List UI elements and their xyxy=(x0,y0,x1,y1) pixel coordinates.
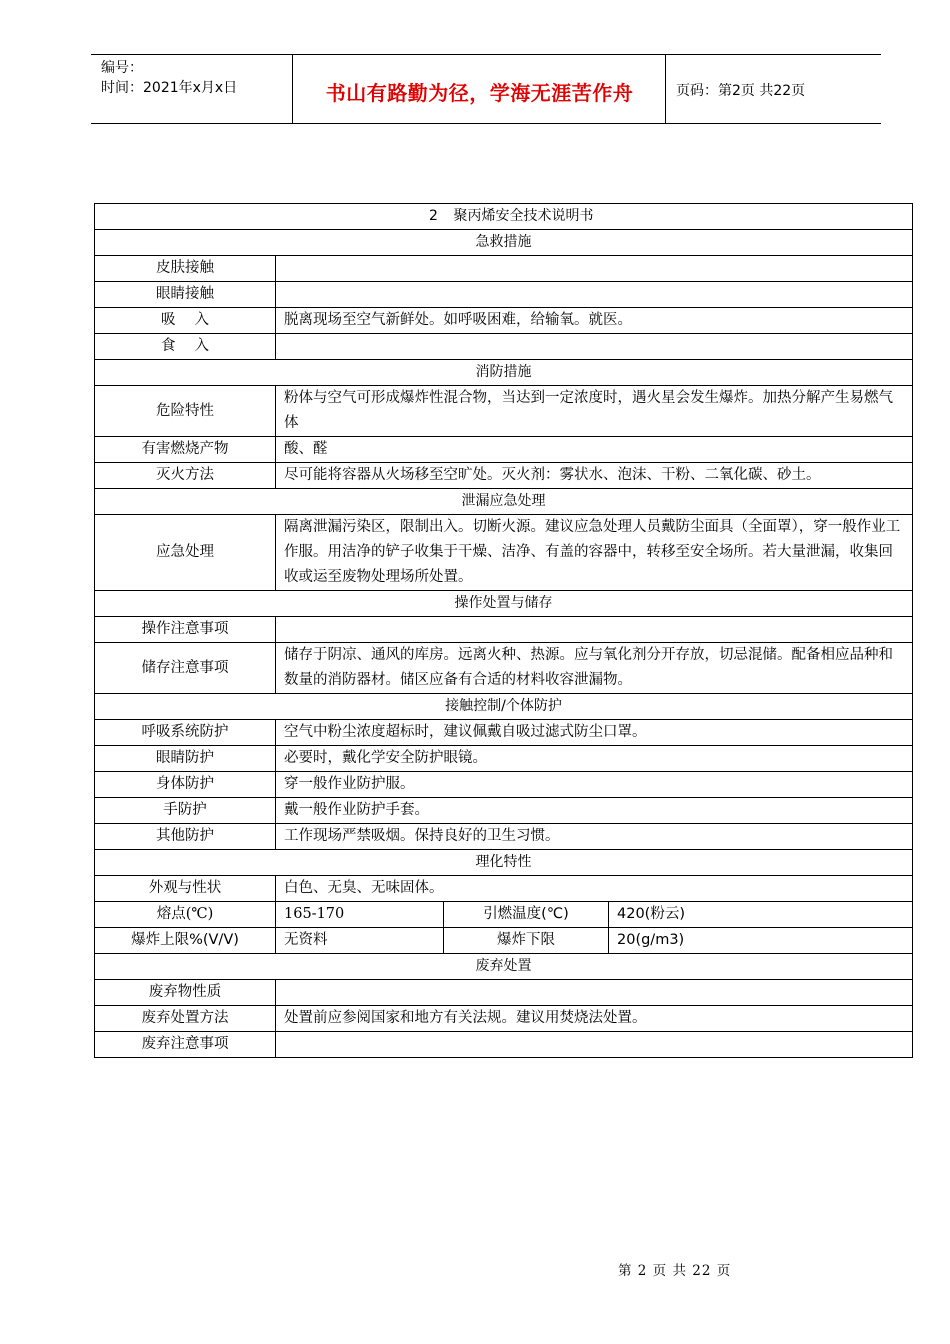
table-row xyxy=(95,928,913,954)
row-value xyxy=(276,334,913,360)
row-label: 危险特性 xyxy=(95,386,276,437)
section-heading: 消防措施 xyxy=(95,360,913,386)
table-row xyxy=(95,798,913,824)
row-label: 身体防护 xyxy=(95,772,276,798)
table-row xyxy=(95,876,913,902)
row-label: 眼睛接触 xyxy=(95,282,276,308)
safety-datasheet-table xyxy=(94,203,913,1058)
row-value: 穿一般作业防护服。 xyxy=(276,772,913,798)
table-row xyxy=(95,1006,913,1032)
row-label: 有害燃烧产物 xyxy=(95,437,276,463)
table-row xyxy=(95,256,913,282)
row-label: 储存注意事项 xyxy=(95,643,276,694)
row-value: 处置前应参阅国家和地方有关法规。建议用焚烧法处置。 xyxy=(276,1006,913,1032)
table-row xyxy=(95,463,913,489)
table-row xyxy=(95,1032,913,1058)
section-heading: 废弃处置 xyxy=(95,954,913,980)
row-label: 灭火方法 xyxy=(95,463,276,489)
table-row xyxy=(95,772,913,798)
row-value xyxy=(276,980,913,1006)
row-label: 废弃注意事项 xyxy=(95,1032,276,1058)
row-value: 戴一般作业防护手套。 xyxy=(276,798,913,824)
table-row xyxy=(95,902,913,928)
row-value: 白色、无臭、无味固体。 xyxy=(276,876,913,902)
row-value xyxy=(276,282,913,308)
table-row xyxy=(95,720,913,746)
table-row xyxy=(95,334,913,360)
row-label: 应急处理 xyxy=(95,515,276,591)
row-value: 粉体与空气可形成爆炸性混合物，当达到一定浓度时，遇火星会发生爆炸。加热分解产生易燃气体 xyxy=(276,386,913,437)
table-row xyxy=(95,980,913,1006)
header-meta xyxy=(101,58,237,98)
title-row xyxy=(95,204,913,230)
row-label: 操作注意事项 xyxy=(95,617,276,643)
row-value xyxy=(276,256,913,282)
section-heading: 操作处置与储存 xyxy=(95,591,913,617)
row-value: 165-170 xyxy=(276,902,444,928)
header-page-info: 页码：第2页 共22页 xyxy=(676,83,806,99)
row-label: 熔点(℃) xyxy=(95,902,276,928)
row-label: 呼吸系统防护 xyxy=(95,720,276,746)
table-row xyxy=(95,746,913,772)
row-label: 吸 入 xyxy=(95,308,276,334)
table-row xyxy=(95,437,913,463)
doc-title-text: 聚丙烯安全技术说明书 xyxy=(453,208,594,224)
time-label: 时间：2021年x月x日 xyxy=(101,80,238,96)
row-value: 工作现场严禁吸烟。保持良好的卫生习惯。 xyxy=(276,824,913,850)
row-value: 20(g/m3) xyxy=(609,928,913,954)
page-footer: 第 2 页 共 22 页 xyxy=(618,1263,732,1279)
row-label: 废弃处置方法 xyxy=(95,1006,276,1032)
header-motto: 书山有路勤为径，学海无涯苦作舟 xyxy=(325,81,634,105)
row-label: 爆炸上限%(V/V) xyxy=(95,928,276,954)
table-row xyxy=(95,308,913,334)
row-value xyxy=(276,617,913,643)
row-label: 眼睛防护 xyxy=(95,746,276,772)
table-row xyxy=(95,386,913,437)
section-heading: 接触控制/个体防护 xyxy=(95,694,913,720)
row-value: 尽可能将容器从火场移至空旷处。灭火剂：雾状水、泡沫、干粉、二氧化碳、砂土。 xyxy=(276,463,913,489)
doc-title-number: 2 xyxy=(429,208,438,224)
doc-title xyxy=(95,204,913,230)
row-value: 无资料 xyxy=(276,928,444,954)
number-label: 编号： xyxy=(101,60,143,76)
row-value: 酸、醛 xyxy=(276,437,913,463)
section-heading: 急救措施 xyxy=(95,230,913,256)
row-label: 食 入 xyxy=(95,334,276,360)
row-label: 爆炸下限 xyxy=(444,928,609,954)
row-value: 隔离泄漏污染区，限制出入。切断火源。建议应急处理人员戴防尘面具（全面罩），穿一般作业工作服。用洁净的铲子收集于干燥、洁净、有盖的容器中，转移至安全场所。若大量泄漏，收集回收或运至废物处理场所处置。 xyxy=(276,515,913,591)
row-label: 手防护 xyxy=(95,798,276,824)
section-heading: 泄漏应急处理 xyxy=(95,489,913,515)
table-row xyxy=(95,515,913,591)
row-value: 420(粉云) xyxy=(609,902,913,928)
row-label: 引燃温度(℃) xyxy=(444,902,609,928)
page-header xyxy=(91,54,881,124)
section-heading: 理化特性 xyxy=(95,850,913,876)
row-label: 废弃物性质 xyxy=(95,980,276,1006)
row-label: 皮肤接触 xyxy=(95,256,276,282)
row-value: 空气中粉尘浓度超标时，建议佩戴自吸过滤式防尘口罩。 xyxy=(276,720,913,746)
row-label: 外观与性状 xyxy=(95,876,276,902)
row-value xyxy=(276,1032,913,1058)
table-row xyxy=(95,824,913,850)
row-value: 储存于阴凉、通风的库房。远离火种、热源。应与氧化剂分开存放，切忌混储。配备相应品种和数量的消防器材。储区应备有合适的材料收容泄漏物。 xyxy=(276,643,913,694)
row-value: 必要时，戴化学安全防护眼镜。 xyxy=(276,746,913,772)
row-value: 脱离现场至空气新鲜处。如呼吸困难，给输氧。就医。 xyxy=(276,308,913,334)
header-divider xyxy=(665,55,666,123)
row-label: 其他防护 xyxy=(95,824,276,850)
table-row xyxy=(95,282,913,308)
table-row xyxy=(95,643,913,694)
table-row xyxy=(95,617,913,643)
